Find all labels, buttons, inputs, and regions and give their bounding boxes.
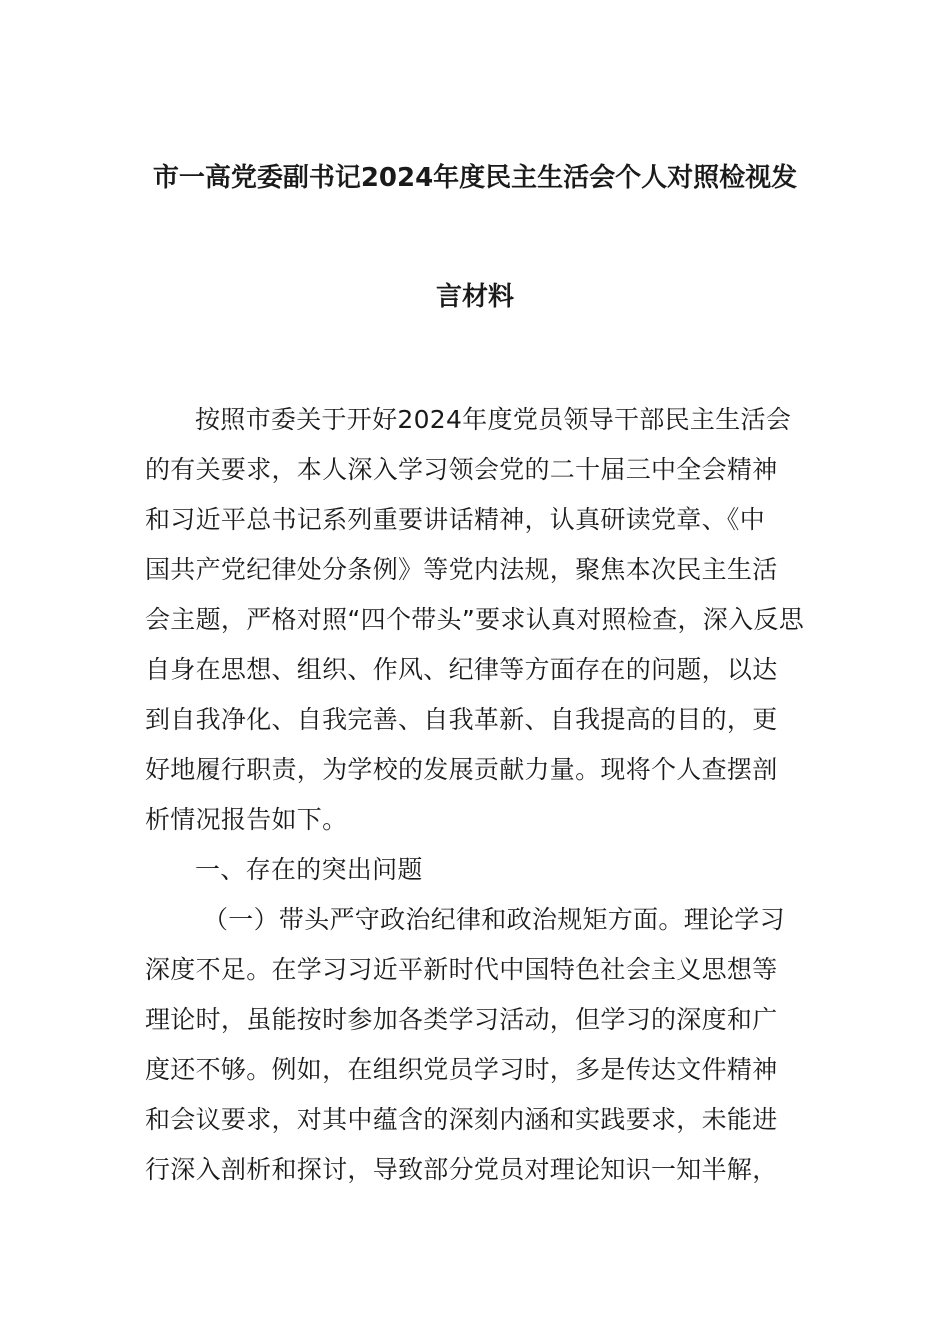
body-line: 行深入剖析和探讨，导致部分党员对理论知识一知半解， bbox=[145, 1155, 778, 1184]
body-line: 到自我净化、自我完善、自我革新、自我提高的目的，更 bbox=[145, 705, 778, 734]
document-title-line-2: 言材料 bbox=[435, 282, 514, 312]
body-line: 自身在思想、组织、作风、纪律等方面存在的问题，以达 bbox=[145, 655, 778, 684]
body-line: 和习近平总书记系列重要讲话精神，认真研读党章、《中 bbox=[145, 505, 766, 534]
section-heading: 一、存在的突出问题 bbox=[195, 855, 423, 884]
body-line: 理论时，虽能按时参加各类学习活动，但学习的深度和广 bbox=[145, 1005, 778, 1034]
body-line: 国共产党纪律处分条例》等党内法规，聚焦本次民主生活 bbox=[145, 555, 778, 584]
body-line: 析情况报告如下。 bbox=[145, 805, 348, 834]
body-line: 的有关要求，本人深入学习领会党的二十届三中全会精神 bbox=[145, 455, 778, 484]
body-line: 会主题，严格对照“四个带头”要求认真对照检查，深入反思 bbox=[145, 605, 805, 634]
subsection-heading: （一）带头严守政治纪律和政治规矩方面。理论学习 bbox=[203, 905, 785, 934]
body-line: 按照市委关于开好2024年度党员领导干部民主生活会 bbox=[195, 405, 792, 434]
body-line: 和会议要求，对其中蕴含的深刻内涵和实践要求，未能进 bbox=[145, 1105, 778, 1134]
body-line: 度还不够。例如，在组织党员学习时，多是传达文件精神 bbox=[145, 1055, 778, 1084]
document-body bbox=[145, 395, 807, 1195]
body-line: 好地履行职责，为学校的发展贡献力量。现将个人查摆剖 bbox=[145, 755, 778, 784]
document-title-line-1: 市一高党委副书记2024年度民主生活会个人对照检视发 bbox=[152, 163, 798, 193]
body-line: 深度不足。在学习习近平新时代中国特色社会主义思想等 bbox=[145, 955, 778, 984]
